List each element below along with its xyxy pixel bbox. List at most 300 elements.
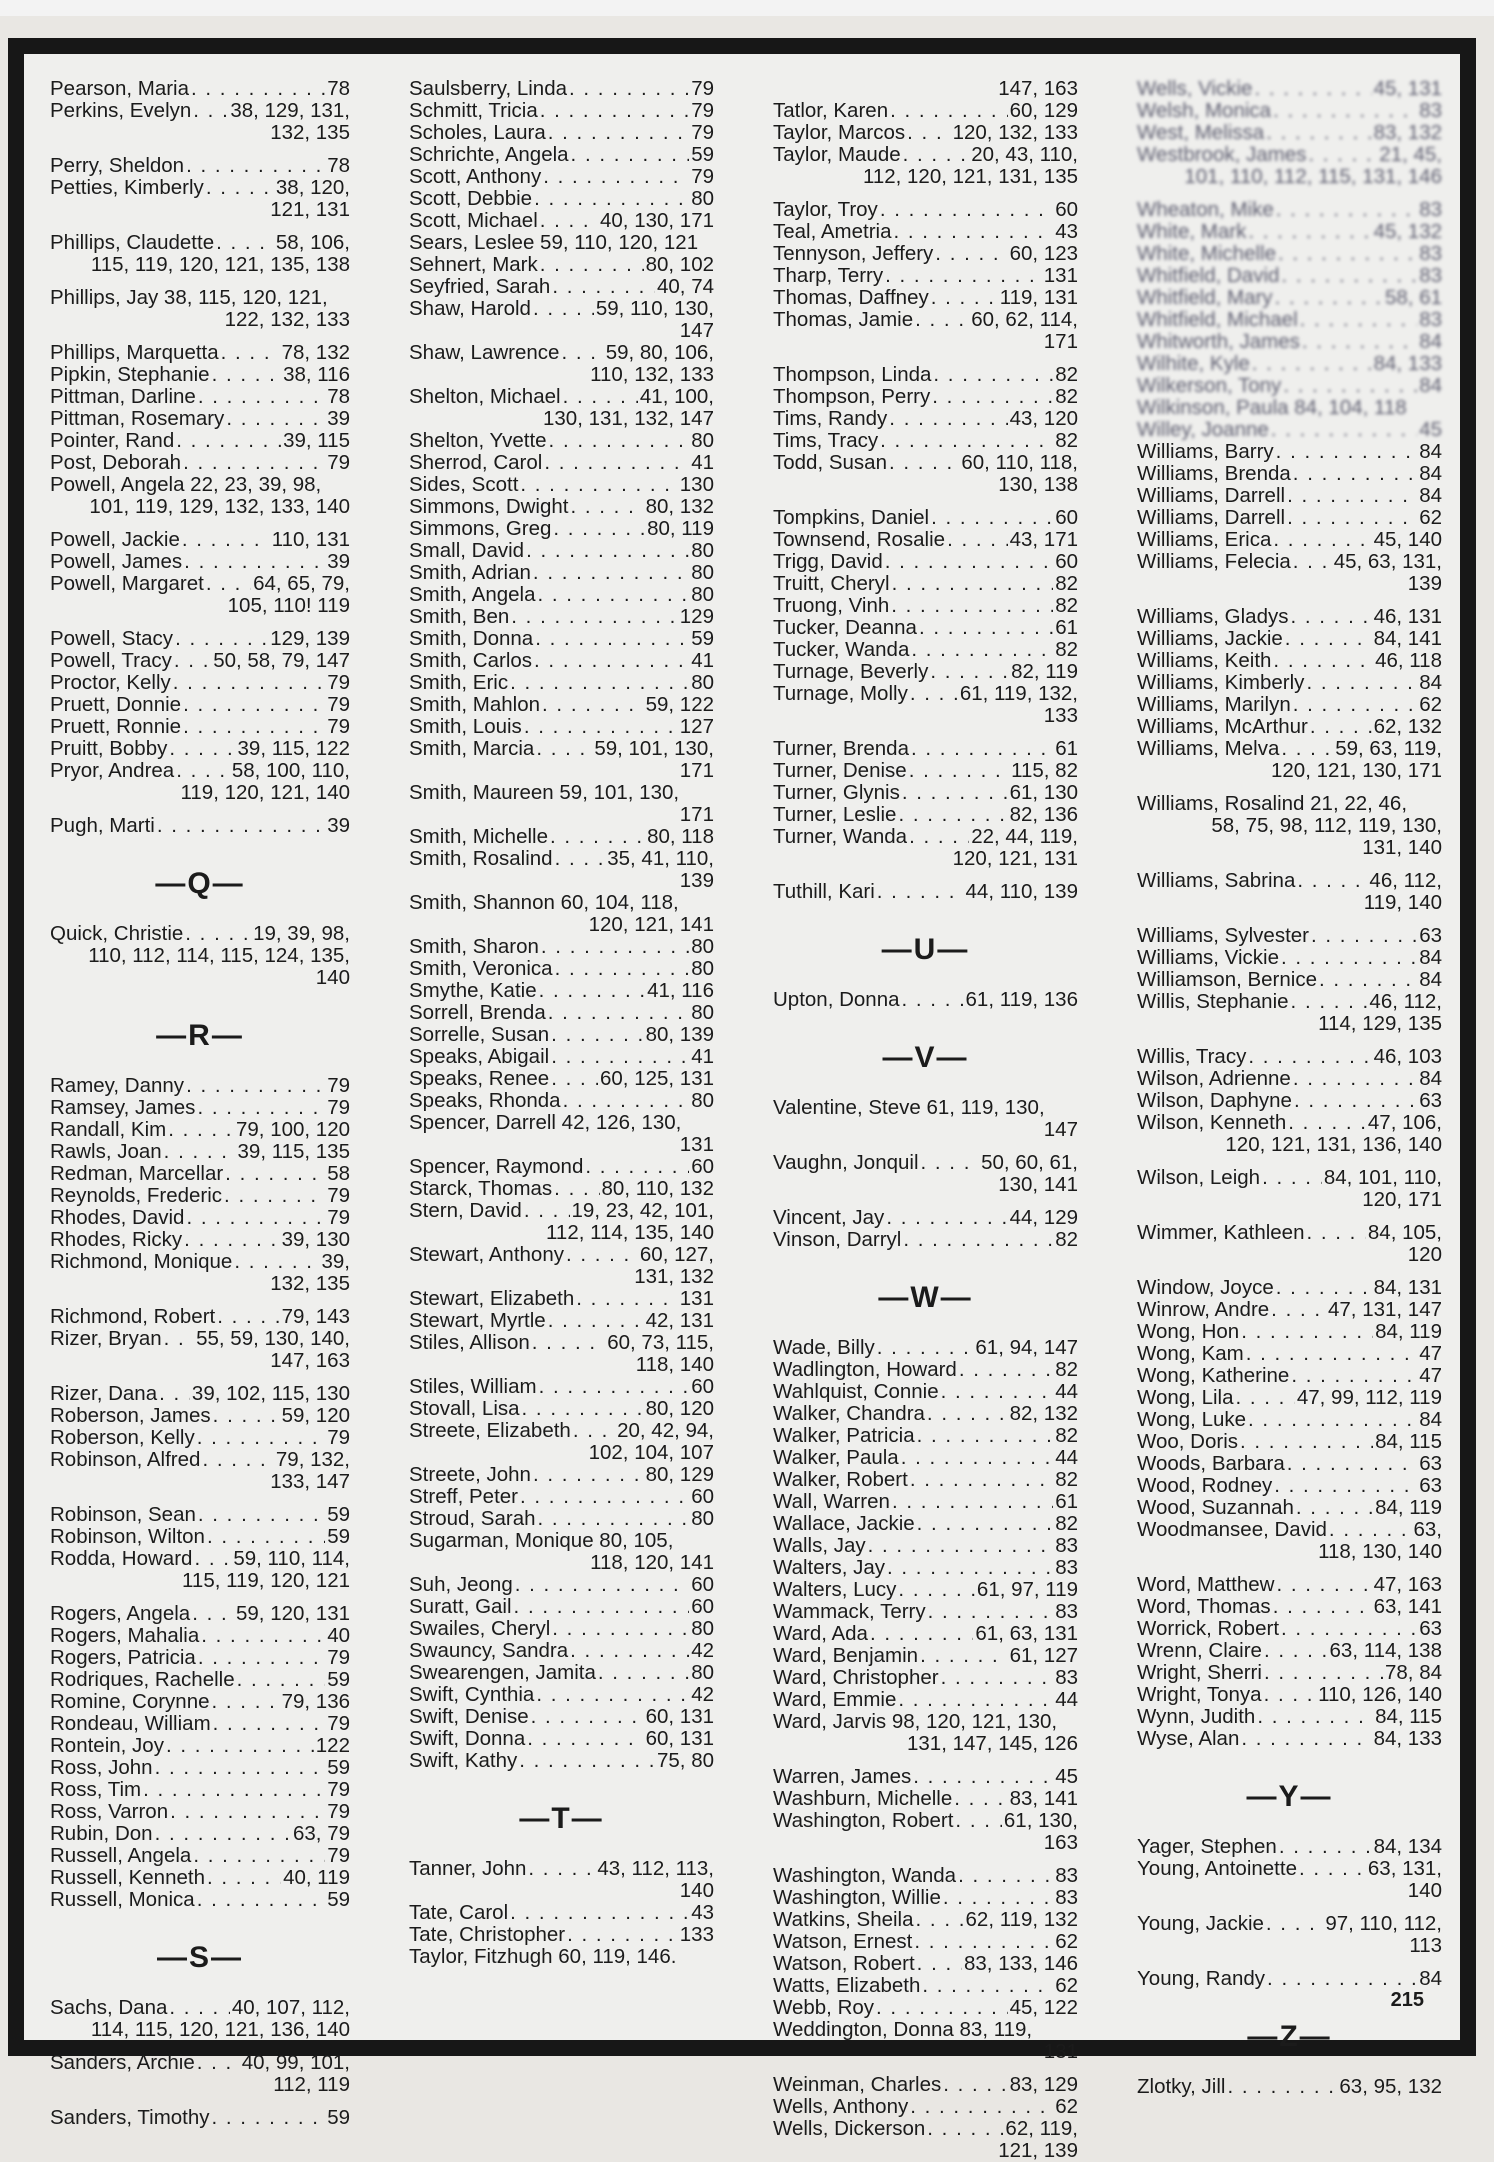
- dot-leader: [159, 1383, 190, 1405]
- entry-line: [409, 1376, 714, 1398]
- entry-name: Williams, Brenda: [1137, 463, 1291, 485]
- entry-pages: 20, 42, 94,: [617, 1420, 714, 1442]
- index-entry: [409, 1464, 714, 1486]
- dot-leader: [1248, 1046, 1371, 1068]
- dot-leader: [598, 1662, 689, 1684]
- dot-leader: [1252, 353, 1372, 375]
- entry-pages: 84, 105,: [1367, 1222, 1442, 1244]
- section-letter-heading: —Q—: [155, 867, 245, 900]
- entry-name: Smythe, Katie: [409, 980, 537, 1002]
- entry-page-continuation: 121, 131: [270, 198, 350, 221]
- entry-name: Rodda, Howard: [50, 1548, 193, 1570]
- entry-name: Spencer, Raymond: [409, 1156, 584, 1178]
- index-entry: [1137, 397, 1442, 419]
- index-entry: [773, 738, 1078, 760]
- index-entry: [773, 221, 1078, 243]
- entry-pages: 59: [327, 1526, 350, 1548]
- index-entry: [50, 1119, 350, 1141]
- entry-name: Sorrell, Brenda: [409, 1002, 546, 1024]
- index-entry: [773, 1535, 1078, 1557]
- index-entry: [1137, 265, 1442, 287]
- entry-name: Sanders, Timothy: [50, 2107, 210, 2129]
- dot-leader: [536, 738, 592, 760]
- index-entry: [773, 430, 1078, 452]
- entry-line: [773, 1865, 1078, 1887]
- entry-line: [409, 496, 714, 518]
- index-entry: [1137, 1836, 1442, 1858]
- entry-name: Wood, Rodney: [1137, 1475, 1273, 1497]
- entry-name: Wells, Anthony: [773, 2096, 909, 2118]
- index-entry: [409, 474, 714, 496]
- dot-leader: [917, 1953, 962, 1975]
- entry-pages: 59, 110, 130,: [595, 298, 714, 320]
- entry-line: [409, 1244, 714, 1266]
- entry-pages: 63, 141: [1373, 1596, 1442, 1618]
- index-entry: [773, 1865, 1078, 1887]
- dot-leader: [511, 606, 678, 628]
- index-entry: [773, 2019, 1078, 2063]
- index-entry: [50, 100, 350, 144]
- entry-line: [773, 573, 1078, 595]
- entry-name: Sherrod, Carol: [409, 452, 543, 474]
- entry-pages: 80: [691, 672, 714, 694]
- entry-pages: 79: [327, 1779, 350, 1801]
- entry-name: Window, Joyce: [1137, 1277, 1274, 1299]
- dot-leader: [520, 474, 677, 496]
- entry-pages: 62, 119, 132: [965, 1909, 1078, 1931]
- entry-line: [50, 474, 350, 496]
- index-entry: [409, 1728, 714, 1750]
- dot-leader: [143, 1779, 325, 1801]
- entry-line: [1137, 1409, 1442, 1431]
- index-entry: [409, 342, 714, 386]
- entry-pages: 60, 131: [645, 1728, 714, 1750]
- index-entry: [773, 1909, 1078, 1931]
- index-entry: [1137, 1913, 1442, 1957]
- entry-page-continuation: 58, 75, 98, 112, 119, 130,: [1211, 814, 1442, 837]
- index-entry: [1137, 738, 1442, 782]
- entry-pages: 43, 120: [1009, 408, 1078, 430]
- entry-pages: 63, 131,: [1367, 1858, 1442, 1880]
- dot-leader: [174, 650, 211, 672]
- entry-name: Phillips, Claudette: [50, 232, 215, 254]
- index-entry: [50, 1306, 350, 1328]
- index-entry: [773, 1810, 1078, 1854]
- index-entry: [1137, 331, 1442, 353]
- entry-name: Proctor, Kelly: [50, 672, 171, 694]
- entry-line: [773, 1601, 1078, 1623]
- index-entry: [50, 2052, 350, 2096]
- index-entry: [50, 1163, 350, 1185]
- dot-leader: [1276, 199, 1417, 221]
- entry-line: [1137, 331, 1442, 353]
- entry-line: [409, 100, 714, 122]
- index-entry: [409, 1858, 714, 1902]
- entry-pages: 46, 131: [1373, 606, 1442, 628]
- index-entry: [409, 1200, 714, 1244]
- entry-name: Walker, Robert: [773, 1469, 908, 1491]
- entry-pages: 78: [327, 78, 350, 100]
- dot-leader: [898, 804, 1007, 826]
- index-entry: [409, 716, 714, 738]
- entry-name: Smith, Veronica: [409, 958, 553, 980]
- dot-leader: [1293, 1068, 1417, 1090]
- entry-pages: 63,: [1413, 1519, 1442, 1541]
- index-entry: [50, 1647, 350, 1669]
- entry-line: [50, 1141, 350, 1163]
- entry-pages: 58, 100, 110,: [231, 760, 350, 782]
- entry-page-continuation: 102, 104, 107: [588, 1441, 714, 1464]
- dot-leader: [1266, 1913, 1323, 1935]
- dot-leader: [567, 1924, 678, 1946]
- entry-line: [409, 1046, 714, 1068]
- entry-pages: 83, 129: [1009, 2074, 1078, 2096]
- entry-name: Ross, John: [50, 1757, 153, 1779]
- index-entry: [773, 199, 1078, 221]
- index-entry: [1137, 1453, 1442, 1475]
- index-entry: [1137, 1387, 1442, 1409]
- entry-line: [773, 1623, 1078, 1645]
- entry-pages: 80, 118: [647, 826, 714, 848]
- entry-line: [409, 672, 714, 694]
- entry-pages: 47: [1419, 1343, 1442, 1365]
- dot-leader: [1248, 1409, 1417, 1431]
- entry-name: Young, Jackie: [1137, 1913, 1264, 1935]
- entry-line: [409, 144, 714, 166]
- entry-page-continuation: 130, 131, 132, 147: [543, 407, 714, 430]
- entry-line: [773, 1689, 1078, 1711]
- entry-line: [1137, 1167, 1442, 1189]
- entry-pages: 79: [327, 452, 350, 474]
- dot-leader: [168, 1119, 234, 1141]
- dot-leader: [221, 342, 280, 364]
- entry-name: Valentine, Steve 61, 119, 130,: [773, 1097, 1045, 1119]
- entry-name: Stovall, Lisa: [409, 1398, 520, 1420]
- entry-name: Ward, Jarvis 98, 120, 121, 130,: [773, 1711, 1058, 1733]
- entry-line: [773, 364, 1078, 386]
- index-entry: [50, 78, 350, 100]
- entry-line: [773, 639, 1078, 661]
- dot-leader: [554, 1178, 599, 1200]
- dot-leader: [184, 551, 325, 573]
- index-entry: [50, 1997, 350, 2041]
- dot-leader: [548, 122, 689, 144]
- entry-name: Roberson, Kelly: [50, 1427, 195, 1449]
- entry-page-continuation: 118, 120, 141: [590, 1551, 714, 1574]
- entry-name: Wimmer, Kathleen: [1137, 1222, 1305, 1244]
- dot-leader: [197, 1427, 325, 1449]
- index-entry: [409, 1398, 714, 1420]
- entry-name: Powell, Tracy: [50, 650, 172, 672]
- entry-line: [50, 364, 350, 386]
- dot-leader: [520, 1486, 689, 1508]
- index-entry: [773, 122, 1078, 144]
- entry-line: [1137, 1387, 1442, 1409]
- dot-leader: [1283, 375, 1417, 397]
- entry-pages: 61, 119, 132,: [959, 683, 1078, 705]
- entry-line: [409, 232, 714, 254]
- entry-name: Seyfried, Sarah: [409, 276, 551, 298]
- entry-pages: 58, 106,: [275, 232, 350, 254]
- entry-line: [773, 1359, 1078, 1381]
- index-entry: [409, 1332, 714, 1376]
- entry-line: [409, 540, 714, 562]
- entry-pages: 79: [327, 1801, 350, 1823]
- entry-name: Schmitt, Tricia: [409, 100, 538, 122]
- entry-page-continuation: 110, 132, 133: [590, 363, 714, 386]
- dot-leader: [1246, 1343, 1417, 1365]
- entry-line: [773, 617, 1078, 639]
- entry-pages: 45, 140: [1373, 529, 1442, 551]
- entry-name: Turner, Glynis: [773, 782, 900, 804]
- entry-page-continuation: 140: [1407, 1879, 1442, 1902]
- dot-leader: [555, 848, 606, 870]
- entry-pages: 60, 131: [645, 1706, 714, 1728]
- entry-pages: 58: [327, 1163, 350, 1185]
- dot-leader: [561, 342, 603, 364]
- index-entry: [1137, 375, 1442, 397]
- entry-name: Smith, Maureen 59, 101, 130,: [409, 782, 680, 804]
- dot-leader: [534, 650, 689, 672]
- index-entry: [773, 1601, 1078, 1623]
- entry-name: Word, Thomas: [1137, 1596, 1271, 1618]
- index-entry: [409, 892, 714, 936]
- entry-name: Speaks, Renee: [409, 1068, 550, 1090]
- entry-name: Ross, Tim: [50, 1779, 142, 1801]
- entry-line: [50, 1867, 350, 1889]
- entry-line: [1137, 1858, 1442, 1880]
- entry-line: [409, 980, 714, 1002]
- entry-line: [1137, 1365, 1442, 1387]
- entry-name: Spencer, Darrell 42, 126, 130,: [409, 1112, 682, 1134]
- entry-pages: 62: [1055, 1931, 1078, 1953]
- dot-leader: [930, 661, 1009, 683]
- entry-line: [409, 78, 714, 100]
- index-entry: [773, 386, 1078, 408]
- index-entry: [1137, 309, 1442, 331]
- entry-line: [773, 408, 1078, 430]
- entry-name: Roberson, James: [50, 1405, 211, 1427]
- dot-leader: [907, 122, 950, 144]
- index-entry: [773, 760, 1078, 782]
- dot-leader: [903, 1229, 1053, 1251]
- index-entry: [50, 1185, 350, 1207]
- entry-name: Taylor, Troy: [773, 199, 878, 221]
- dot-leader: [540, 210, 598, 232]
- dot-leader: [535, 628, 689, 650]
- index-entry: [409, 1706, 714, 1728]
- dot-leader: [197, 1097, 325, 1119]
- entry-line: [409, 1574, 714, 1596]
- index-entry: [50, 923, 350, 989]
- entry-page-continuation: 147, 163: [270, 1349, 350, 1372]
- dot-leader: [958, 1865, 1053, 1887]
- entry-name: Pipkin, Stephanie: [50, 364, 210, 386]
- entry-name: Willis, Tracy: [1137, 1046, 1247, 1068]
- entry-name: Sachs, Dana: [50, 1997, 168, 2019]
- entry-pages: 82: [1055, 430, 1078, 452]
- entry-line: [409, 1398, 714, 1420]
- entry-pages: 47, 131, 147: [1328, 1299, 1442, 1321]
- dot-leader: [563, 1090, 690, 1112]
- entry-pages: 83: [1419, 309, 1442, 331]
- entry-name: Ward, Emmie: [773, 1689, 897, 1711]
- index-entry: [1137, 221, 1442, 243]
- dot-leader: [185, 923, 251, 945]
- entry-pages: 79: [327, 694, 350, 716]
- dot-leader: [886, 1207, 1007, 1229]
- entry-line: [1137, 1431, 1442, 1453]
- entry-pages: 80: [691, 562, 714, 584]
- entry-line: [409, 628, 714, 650]
- entry-name: Streff, Peter: [409, 1486, 519, 1508]
- index-entry: [50, 738, 350, 760]
- entry-name: Simmons, Dwight: [409, 496, 569, 518]
- entry-pages: 84, 115: [1375, 1706, 1442, 1728]
- entry-name: Smith, Shannon 60, 104, 118,: [409, 892, 679, 914]
- dot-leader: [198, 386, 325, 408]
- index-entry: [50, 342, 350, 364]
- entry-line: [1137, 1453, 1442, 1475]
- index-entry: [409, 100, 714, 122]
- entry-line: [1137, 1662, 1442, 1684]
- entry-pages: 59, 101, 130,: [594, 738, 714, 760]
- entry-line: [409, 122, 714, 144]
- index-entry: [409, 980, 714, 1002]
- entry-pages: 119, 131: [999, 287, 1078, 309]
- index-column-4: [1137, 78, 1442, 2098]
- index-entry: [50, 177, 350, 221]
- index-entry: [773, 782, 1078, 804]
- entry-name: Small, David: [409, 540, 525, 562]
- dot-leader: [870, 1623, 973, 1645]
- dot-leader: [212, 1691, 280, 1713]
- index-entry: [1137, 243, 1442, 265]
- entry-line: [1137, 1046, 1442, 1068]
- entry-name: Teal, Ametria: [773, 221, 892, 243]
- index-entry: [409, 1310, 714, 1332]
- entry-line: [1137, 309, 1442, 331]
- index-entry: [1137, 1640, 1442, 1662]
- dot-leader: [917, 1513, 1054, 1535]
- entry-name: Wilson, Daphyne: [1137, 1090, 1292, 1112]
- index-entry: [50, 1504, 350, 1526]
- entry-pages: 80, 119: [647, 518, 714, 540]
- entry-name: Powell, Jackie: [50, 529, 180, 551]
- entry-pages: 63, 79: [293, 1823, 350, 1845]
- entry-name: Tompkins, Daniel: [773, 507, 930, 529]
- index-entry: [50, 1328, 350, 1372]
- index-entry: [50, 1757, 350, 1779]
- entry-line: [773, 1766, 1078, 1788]
- entry-line: [773, 1337, 1078, 1359]
- entry-name: Pointer, Rand: [50, 430, 175, 452]
- entry-line: [773, 826, 1078, 848]
- dot-leader: [173, 672, 325, 694]
- index-entry: [50, 232, 350, 276]
- dot-leader: [522, 1398, 644, 1420]
- dot-leader: [524, 716, 678, 738]
- entry-name: Trigg, David: [773, 551, 883, 573]
- entry-line: [50, 386, 350, 408]
- index-entry: [1137, 793, 1442, 859]
- entry-line: [409, 826, 714, 848]
- dot-leader: [164, 1141, 236, 1163]
- dot-leader: [1306, 1222, 1365, 1244]
- entry-pages: 110, 131: [271, 529, 350, 551]
- index-entry: [773, 826, 1078, 870]
- entry-line: [773, 2118, 1078, 2140]
- dot-leader: [922, 1975, 1053, 1997]
- entry-line: [409, 650, 714, 672]
- dot-leader: [932, 386, 1053, 408]
- index-entry: [773, 1667, 1078, 1689]
- entry-line: [409, 1530, 714, 1552]
- entry-line: [773, 1557, 1078, 1579]
- entry-line: [1137, 628, 1442, 650]
- dot-leader: [155, 1823, 291, 1845]
- entry-line: [409, 210, 714, 232]
- index-entry: [50, 1405, 350, 1427]
- index-entry: [409, 628, 714, 650]
- entry-name: Wahlquist, Connie: [773, 1381, 939, 1403]
- index-entry: [773, 2096, 1078, 2118]
- entry-name: Wright, Tonya: [1137, 1684, 1262, 1706]
- entry-pages: 43, 171: [1009, 529, 1078, 551]
- entry-pages: 41: [691, 650, 714, 672]
- entry-line: [1137, 716, 1442, 738]
- index-entry: [50, 452, 350, 474]
- index-entry: [1137, 1662, 1442, 1684]
- index-entry: [1137, 287, 1442, 309]
- index-entry: [1137, 144, 1442, 188]
- entry-page-continuation: 147: [679, 319, 714, 342]
- entry-name: Walters, Lucy: [773, 1579, 897, 1601]
- entry-line: [773, 529, 1078, 551]
- entry-line: [773, 782, 1078, 804]
- index-entry: [1137, 716, 1442, 738]
- index-entry: [773, 1931, 1078, 1953]
- index-entry: [409, 1902, 714, 1924]
- entry-line: [50, 1229, 350, 1251]
- entry-pages: 131: [1043, 265, 1078, 287]
- entry-pages: 60: [1055, 199, 1078, 221]
- index-entry: [773, 595, 1078, 617]
- entry-page-continuation: 115, 119, 120, 121: [182, 1569, 350, 1592]
- index-entry: [773, 881, 1078, 903]
- entry-line: [773, 199, 1078, 221]
- dot-leader: [571, 496, 644, 518]
- entry-line: [773, 804, 1078, 826]
- entry-pages: 80: [691, 936, 714, 958]
- entry-name: Truitt, Cheryl: [773, 573, 890, 595]
- dot-leader: [885, 551, 1053, 573]
- entry-name: Reynolds, Frederic: [50, 1185, 223, 1207]
- dot-leader: [176, 760, 230, 782]
- entry-line: [50, 529, 350, 551]
- entry-line: [409, 430, 714, 452]
- dot-leader: [1271, 1299, 1326, 1321]
- entry-pages: 83: [1419, 265, 1442, 287]
- index-entry: [1137, 1596, 1442, 1618]
- entry-name: Turner, Denise: [773, 760, 907, 782]
- entry-line: [50, 1735, 350, 1757]
- entry-page-continuation: 131, 140: [1362, 836, 1442, 859]
- entry-pages: 62: [1419, 507, 1442, 529]
- index-entry: [773, 1337, 1078, 1359]
- entry-name: Watkins, Sheila: [773, 1909, 914, 1931]
- entry-pages: 61: [1055, 617, 1078, 639]
